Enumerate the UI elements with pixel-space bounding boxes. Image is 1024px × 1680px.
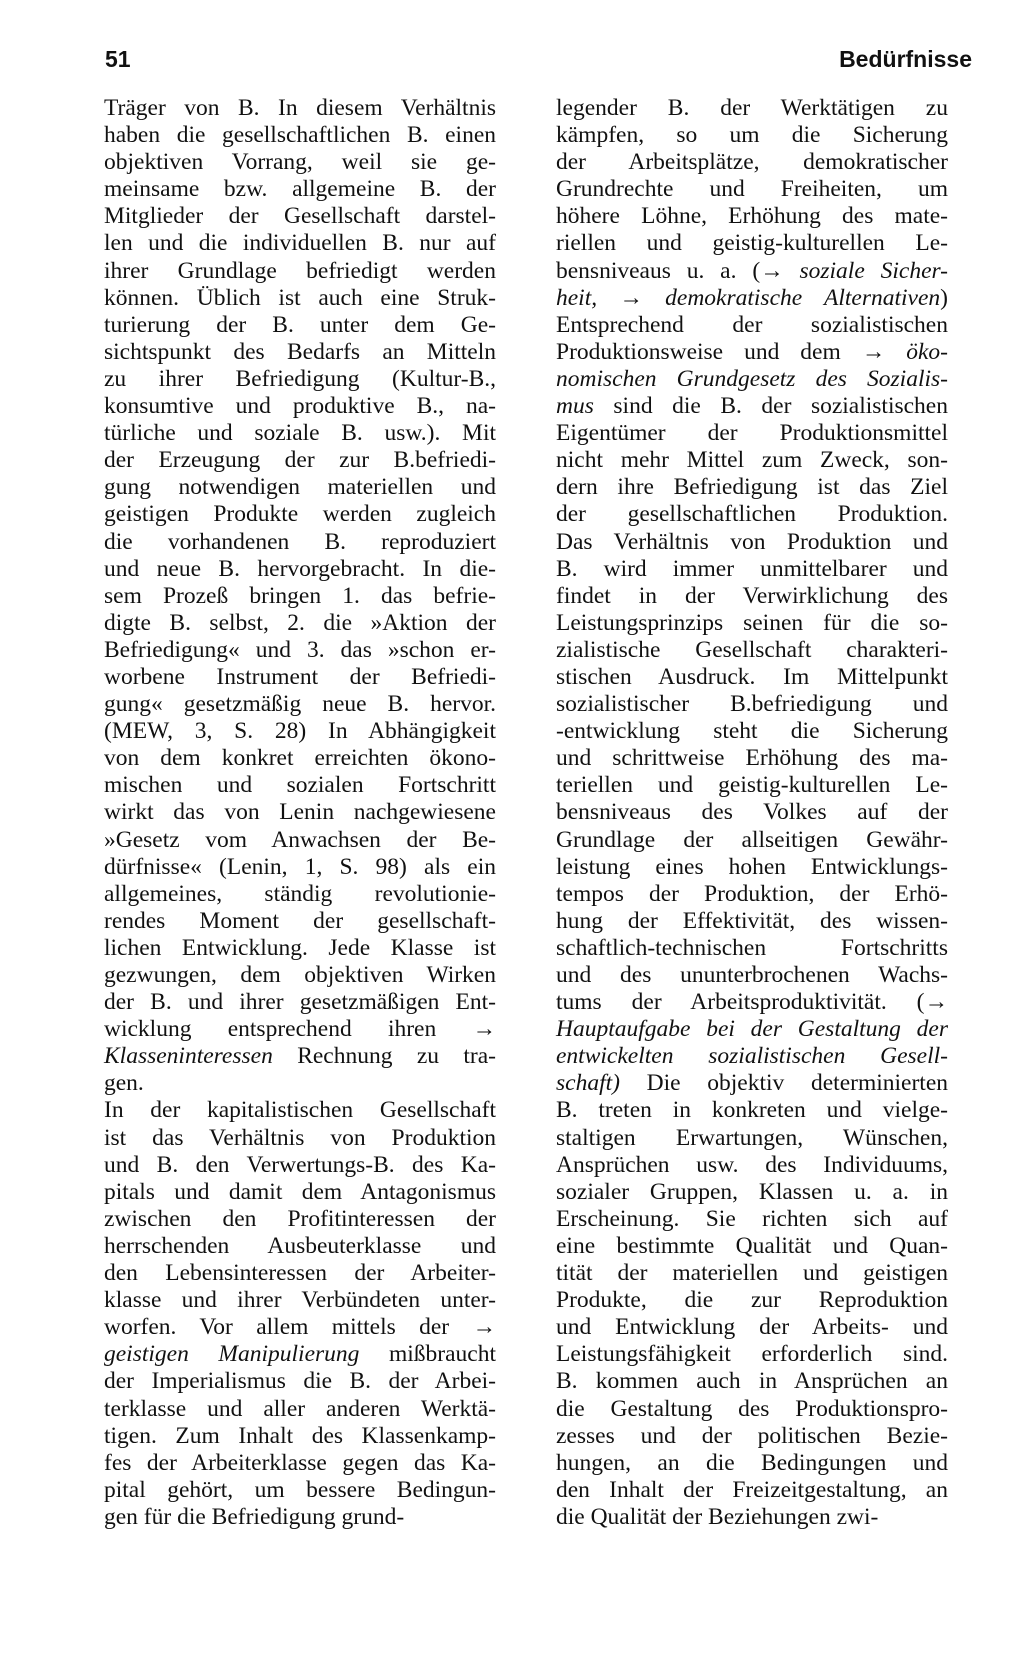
text-line (104, 962, 496, 989)
text-line (556, 935, 948, 962)
text-line (104, 230, 496, 257)
text-line (556, 610, 948, 637)
text-line (556, 1423, 948, 1450)
text-line (556, 799, 948, 826)
text-run: bensniveaus u. a. (→ (556, 257, 800, 284)
text-line (104, 772, 496, 799)
text-line (104, 1097, 496, 1124)
text-run: eine bestimmte Qualität und Quan- (556, 1232, 948, 1259)
text-run: der Arbeitsplätze, demokratischer (556, 149, 948, 176)
text-line (556, 366, 948, 393)
text-run: B. kommen auch in Ansprüchen an (556, 1368, 948, 1395)
text-run: mißbraucht (359, 1341, 496, 1368)
text-run: pital gehört, um bessere Bedingun- (104, 1476, 496, 1503)
text-line (556, 447, 948, 474)
text-run: Eigentümer der Produktionsmittel (556, 420, 948, 447)
text-run: rendes Moment der gesellschaft- (104, 907, 496, 934)
text-run: wirkt das von Lenin nachgewiesene (104, 799, 496, 826)
text-line (104, 691, 496, 718)
running-head: Bedürfnisse (839, 46, 972, 72)
text-run: dürfnisse« (Lenin, 1, S. 98) als ein (104, 853, 496, 880)
text-line (104, 1314, 496, 1341)
text-run: der Erzeugung der zur B.befriedi- (104, 447, 496, 474)
text-run: und B. den Verwertungs-B. des Ka- (104, 1151, 496, 1178)
text-run: Die objektiv determinierten (619, 1070, 948, 1097)
text-run: hungen, an die Bedingungen und (556, 1449, 948, 1476)
text-run: klasse und ihrer Verbündeten unter- (104, 1287, 496, 1314)
page-header (105, 46, 972, 82)
text-run: ihrer Grundlage befriedigt werden (104, 257, 496, 284)
text-run: findet in der Verwirklichung des (556, 582, 948, 609)
text-run: hung der Effektivität, des wissen- (556, 907, 948, 934)
text-run: und schrittweise Erhöhung des ma- (556, 745, 948, 772)
text-line (104, 1016, 496, 1043)
text-line (104, 610, 496, 637)
text-line (104, 285, 496, 312)
text-line (104, 176, 496, 203)
text-line (104, 637, 496, 664)
text-run: Produkte, die zur Reproduktion (556, 1287, 948, 1314)
text-run: höhere Löhne, Erhöhung des mate- (556, 203, 948, 230)
text-run: tigen. Zum Inhalt des Klassenkamp- (104, 1422, 496, 1449)
text-run: gen für die Befriedigung grund- (104, 1503, 405, 1530)
italic-reference: mus (556, 393, 594, 420)
text-run: die Qualität der Beziehungen zwi- (556, 1503, 879, 1530)
text-line (556, 854, 948, 881)
text-run: sind die B. der sozialistischen (593, 393, 948, 420)
text-run: herrschenden Ausbeuterklasse und (104, 1232, 496, 1259)
text-line (104, 1152, 496, 1179)
text-line (556, 474, 948, 501)
text-run: Produktionsweise und dem → (556, 338, 907, 365)
text-run: Das Verhältnis von Produktion und (556, 528, 948, 555)
text-line (556, 1070, 948, 1097)
text-run: Grundlage der allseitigen Gewähr- (556, 826, 948, 853)
text-line (104, 203, 496, 230)
text-line (104, 1070, 496, 1097)
text-run: ) (940, 284, 948, 311)
text-run: digte B. selbst, 2. die »Aktion der (104, 609, 496, 636)
text-line (104, 1179, 496, 1206)
italic-reference: Hauptaufgabe bei der Gestaltung der (556, 1016, 948, 1043)
text-line (104, 122, 496, 149)
text-line (556, 1206, 948, 1233)
text-run: bensniveaus des Volkes auf der (556, 799, 948, 826)
text-line (556, 664, 948, 691)
text-line (556, 529, 948, 556)
text-line (556, 718, 948, 745)
text-run: tität der materiellen und geistigen (556, 1260, 948, 1287)
text-run: türliche und soziale B. usw.). Mit (104, 420, 496, 447)
text-run: riellen und geistig-kulturellen Le- (556, 230, 948, 257)
text-column-left (104, 95, 496, 1531)
text-line (104, 745, 496, 772)
text-run: worfen. Vor allem mittels der → (104, 1314, 496, 1341)
text-line (104, 95, 496, 122)
text-line (104, 1504, 496, 1531)
text-run: von dem konkret erreichten ökono- (104, 745, 496, 772)
text-run: -entwicklung steht die Sicherung (556, 718, 948, 745)
text-run: tums der Arbeitsproduktivität. (→ (556, 989, 948, 1016)
text-run: zialistische Gesellschaft charakteri- (556, 636, 948, 663)
italic-reference: demokratische Alternativen (665, 284, 941, 311)
text-run: den Lebensinteressen der Arbeiter- (104, 1260, 496, 1287)
text-line (104, 149, 496, 176)
text-line (556, 1260, 948, 1287)
text-run: len und die individuellen B. nur auf (104, 230, 496, 257)
text-line (104, 393, 496, 420)
text-run: turierung der B. unter dem Ge- (104, 311, 496, 338)
text-run: der B. und ihrer gesetzmäßigen Ent- (104, 989, 496, 1016)
text-run: → (597, 284, 666, 311)
text-line (556, 285, 948, 312)
text-line (556, 501, 948, 528)
text-line (104, 312, 496, 339)
text-run: konsumtive und produktive B., na- (104, 393, 496, 420)
text-run: haben die gesellschaftlichen B. einen (104, 122, 496, 149)
text-run: »Gesetz vom Anwachsen der Be- (104, 826, 496, 853)
text-line (556, 1368, 948, 1395)
text-line (556, 230, 948, 257)
text-line (556, 745, 948, 772)
italic-reference: entwickelten sozialistischen Gesell- (556, 1043, 948, 1070)
text-line (556, 1314, 948, 1341)
text-line (104, 854, 496, 881)
text-line (556, 149, 948, 176)
text-line (556, 962, 948, 989)
text-line (104, 258, 496, 285)
text-run: Leistungsfähigkeit erforderlich sind. (556, 1341, 948, 1368)
text-run: Träger von B. In diesem Verhältnis (104, 95, 496, 121)
text-run: worbene Instrument der Befriedi- (104, 663, 496, 690)
text-line (104, 1450, 496, 1477)
text-run: leistung eines hohen Entwicklungs- (556, 853, 948, 880)
text-run: und Entwicklung der Arbeits- und (556, 1314, 948, 1341)
page-number: 51 (105, 46, 131, 72)
text-run: die Gestaltung des Produktionspro- (556, 1395, 948, 1422)
text-run: zu ihrer Befriedigung (Kultur-B., (104, 365, 496, 392)
text-run: ist das Verhältnis von Produktion (104, 1124, 496, 1151)
text-run: B. treten in konkreten und vielge- (556, 1097, 948, 1124)
text-line (104, 827, 496, 854)
italic-reference: soziale Sicher- (799, 257, 948, 284)
text-line (104, 935, 496, 962)
italic-reference: schaft) (556, 1070, 620, 1097)
text-line (556, 583, 948, 610)
italic-reference: nomischen Grundgesetz des Sozialis- (556, 365, 948, 392)
text-run: Entsprechend der sozialistischen (556, 311, 948, 338)
text-run: wicklung entsprechend ihren → (104, 1016, 496, 1043)
text-run: Ansprüchen usw. des Individuums, (556, 1151, 948, 1178)
text-line (104, 664, 496, 691)
text-run: der gesellschaftlichen Produktion. (556, 501, 948, 528)
text-line (104, 447, 496, 474)
text-line (556, 1125, 948, 1152)
text-run: legender B. der Werktätigen zu (556, 95, 948, 121)
text-run: (MEW, 3, S. 28) In Abhängigkeit (104, 718, 496, 745)
text-line (104, 1396, 496, 1423)
text-run: objektiven Vorrang, weil sie ge- (104, 149, 496, 176)
italic-reference: öko- (906, 338, 948, 365)
text-line (556, 989, 948, 1016)
text-run: Befriedigung« und 3. das »schon er- (104, 636, 496, 663)
text-line (104, 1287, 496, 1314)
italic-reference: Klasseninteressen (104, 1043, 273, 1070)
text-run: Mitglieder der Gesellschaft darstel- (104, 203, 496, 230)
text-line (556, 827, 948, 854)
text-line (556, 176, 948, 203)
text-run: gung« gesetzmäßig neue B. hervor. (104, 691, 496, 718)
text-run: gen. (104, 1070, 144, 1097)
text-line (104, 339, 496, 366)
text-run: zesses und der politischen Bezie- (556, 1422, 948, 1449)
text-run: zwischen den Profitinteressen der (104, 1205, 496, 1232)
text-column-right (556, 95, 948, 1531)
text-run: Leistungsprinzips seinen für die so- (556, 609, 948, 636)
text-line (104, 366, 496, 393)
text-line (556, 1341, 948, 1368)
text-line (556, 556, 948, 583)
text-run: gezwungen, dem objektiven Wirken (104, 962, 496, 988)
text-line (556, 95, 948, 122)
text-run: lichen Entwicklung. Jede Klasse ist (104, 934, 496, 961)
text-line (556, 881, 948, 908)
text-line (104, 1368, 496, 1395)
text-run: Grundrechte und Freiheiten, um (556, 176, 948, 203)
text-run: schaftlich-technischen Fortschritts (556, 934, 948, 961)
text-line (104, 718, 496, 745)
text-run: meinsame bzw. allgemeine B. der (104, 176, 496, 203)
text-line (104, 474, 496, 501)
text-line (556, 1097, 948, 1124)
text-line (104, 1125, 496, 1152)
text-run: dern ihre Befriedigung ist das Ziel (556, 474, 948, 501)
text-line (104, 529, 496, 556)
text-line (104, 799, 496, 826)
text-line (556, 1016, 948, 1043)
text-run: den Inhalt der Freizeitgestaltung, an (556, 1476, 948, 1503)
text-run: pitals und damit dem Antagonismus (104, 1178, 496, 1205)
text-line (556, 1396, 948, 1423)
text-line (104, 1206, 496, 1233)
text-run: fes der Arbeiterklasse gegen das Ka- (104, 1449, 496, 1476)
text-run: terklasse und aller anderen Werktä- (104, 1395, 496, 1422)
text-line (104, 1260, 496, 1287)
text-line (556, 908, 948, 935)
text-run: staltigen Erwartungen, Wünschen, (556, 1124, 948, 1151)
text-line (556, 1504, 948, 1531)
text-line (104, 420, 496, 447)
text-run: der Imperialismus die B. der Arbei- (104, 1368, 496, 1395)
text-run: sichtspunkt des Bedarfs an Mitteln (104, 338, 496, 365)
text-run: B. wird immer unmittelbarer und (556, 555, 948, 582)
text-line (104, 556, 496, 583)
text-line (556, 1233, 948, 1260)
text-line (556, 691, 948, 718)
text-line (556, 1287, 948, 1314)
text-line (556, 420, 948, 447)
text-run: kämpfen, so um die Sicherung (556, 122, 948, 149)
text-line (556, 1152, 948, 1179)
text-line (556, 312, 948, 339)
text-line (104, 908, 496, 935)
italic-reference: geistigen Manipulierung (104, 1341, 360, 1368)
text-line (104, 989, 496, 1016)
text-run: In der kapitalistischen Gesellschaft (104, 1097, 496, 1124)
text-line (104, 583, 496, 610)
text-run: sozialistischer B.befriedigung und (556, 691, 948, 718)
text-line (556, 203, 948, 230)
text-run: sem Prozeß bringen 1. das befrie- (104, 582, 496, 609)
text-line (104, 1423, 496, 1450)
text-run: die vorhandenen B. reproduziert (104, 528, 496, 555)
text-run: geistigen Produkte werden zugleich (104, 501, 496, 528)
text-run: stischen Ausdruck. Im Mittelpunkt (556, 663, 948, 690)
text-run: gung notwendigen materiellen und (104, 474, 496, 501)
text-line (104, 1477, 496, 1504)
text-run: sozialer Gruppen, Klassen u. a. in (556, 1178, 948, 1205)
text-line (104, 1341, 496, 1368)
text-line (104, 501, 496, 528)
italic-reference: heit, (556, 284, 598, 311)
text-line (556, 772, 948, 799)
text-line (104, 1233, 496, 1260)
text-run: und des ununterbrochenen Wachs- (556, 962, 948, 988)
text-line (556, 1477, 948, 1504)
text-run: teriellen und geistig-kulturellen Le- (556, 772, 948, 799)
text-run: tempos der Produktion, der Erhö- (556, 880, 948, 907)
text-run: können. Üblich ist auch eine Struk- (104, 284, 496, 311)
text-run: Erscheinung. Sie richten sich auf (556, 1205, 948, 1232)
text-line (556, 1450, 948, 1477)
text-line (556, 393, 948, 420)
text-line (556, 339, 948, 366)
text-run: Rechnung zu tra- (272, 1043, 496, 1070)
text-run: allgemeines, ständig revolutionie- (104, 880, 496, 907)
text-line (556, 1043, 948, 1070)
text-line (556, 258, 948, 285)
text-line (104, 881, 496, 908)
text-line (556, 122, 948, 149)
text-run: und neue B. hervorgebracht. In die- (104, 555, 496, 582)
text-line (104, 1043, 496, 1070)
text-run: mischen und sozialen Fortschritt (104, 772, 496, 799)
text-run: nicht mehr Mittel zum Zweck, son- (556, 447, 948, 474)
text-line (556, 637, 948, 664)
text-line (556, 1179, 948, 1206)
